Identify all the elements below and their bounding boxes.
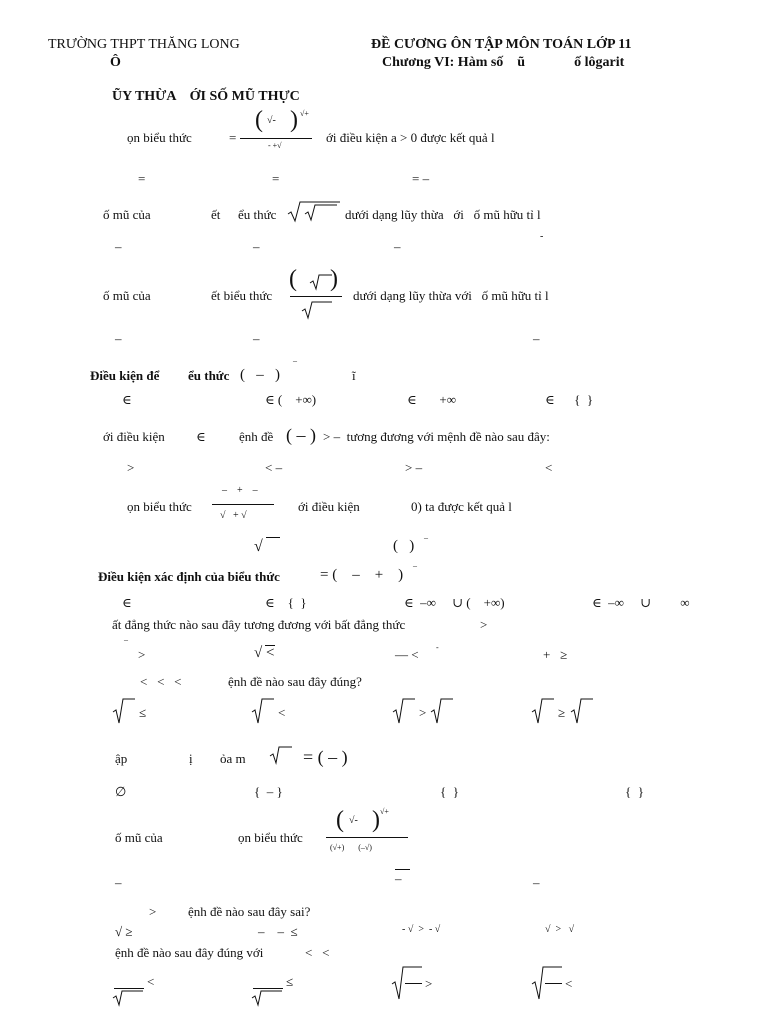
q4-tail: ĩ bbox=[352, 368, 356, 383]
q8-option-c-exponent: - bbox=[436, 643, 439, 652]
q5-lead: ới điều kiện bbox=[103, 429, 165, 444]
q6-condition: ới điều kiện bbox=[298, 499, 360, 514]
q12-option-d: √ > √ bbox=[545, 924, 575, 935]
q10-option-d: { } bbox=[625, 784, 644, 799]
q12-lead: > bbox=[149, 904, 157, 919]
q10-mid-2: ỏa m bbox=[220, 751, 246, 766]
q12-tail: ệnh đề nào sau đây sai? bbox=[188, 904, 311, 919]
q3-denominator-radical bbox=[302, 301, 332, 319]
q11-denominator: (√+) (–√) bbox=[330, 843, 372, 852]
q11-option-b: – bbox=[395, 871, 402, 886]
q9-tail: ệnh đề nào sau đây đúng? bbox=[228, 674, 362, 689]
q10-mid-1: ị bbox=[189, 751, 193, 766]
q4-lead: Điều kiện để bbox=[90, 368, 160, 383]
q13-option-c: > bbox=[425, 976, 433, 991]
q4-option-c: ∈ +∞ bbox=[407, 392, 456, 407]
q5-mid: ệnh đề bbox=[239, 429, 274, 444]
q13-option-b-radical bbox=[252, 990, 282, 1006]
q6-numerator: – + – bbox=[222, 485, 258, 496]
q2-lead: ố mũ của bbox=[103, 207, 151, 222]
q13-option-d: < bbox=[565, 976, 573, 991]
q11-exponent: √+ bbox=[380, 807, 389, 816]
q5-option-b: < – bbox=[265, 460, 283, 475]
q6-option-a: √ bbox=[254, 538, 263, 555]
q4-expression: ( – ) bbox=[240, 367, 280, 383]
q6-option-b: ( ) bbox=[393, 538, 415, 554]
section-title: ŨY THỪA ỚI SỐ MŨ THỰC bbox=[112, 89, 300, 104]
q9-option-b-radical bbox=[252, 698, 274, 724]
q3-lead: ố mũ của bbox=[103, 288, 151, 303]
q13-option-c-fraction-bar bbox=[405, 983, 422, 984]
q4-option-b: ∈ ( +∞) bbox=[265, 392, 317, 407]
q3-numerator-radical bbox=[310, 274, 332, 290]
q11-numerator: √- bbox=[349, 815, 358, 826]
q10-option-c: { } bbox=[440, 784, 459, 799]
q9-option-d-radical-right bbox=[571, 698, 593, 724]
q3-option-c: – bbox=[533, 331, 540, 346]
q8-option-d: + ≥ bbox=[543, 647, 568, 662]
q7-option-a: ∈ bbox=[122, 595, 132, 610]
q2-mid-2: ểu thức bbox=[238, 207, 277, 222]
q13-tail: < < bbox=[305, 945, 330, 960]
q9-option-c: > bbox=[419, 705, 427, 720]
q6-tail: 0) ta được kết quả l bbox=[411, 499, 512, 514]
q3-tail: dưới dạng lũy thừa với ố mũ hữu tỉ l bbox=[353, 288, 549, 303]
q11-option-a: – bbox=[115, 875, 122, 890]
q11-mid: ọn biểu thức bbox=[238, 830, 303, 845]
q1-condition: ới điều kiện a > 0 được kết quả l bbox=[326, 130, 495, 145]
q3-option-b: – bbox=[253, 331, 260, 346]
q9-option-c-radical-right bbox=[431, 698, 453, 724]
q6-lead: ọn biểu thức bbox=[127, 499, 192, 514]
q3-mid: ết biểu thức bbox=[211, 288, 273, 303]
q8-option-b-vinculum bbox=[265, 645, 275, 646]
q10-expression: = ( – ) bbox=[303, 747, 348, 767]
q1-paren-left: ( bbox=[255, 107, 263, 133]
q3-paren-left: ( bbox=[289, 266, 297, 292]
q11-paren-left: ( bbox=[336, 807, 344, 833]
q9-lead: < < < bbox=[140, 674, 182, 689]
q1-numerator: √- bbox=[267, 115, 276, 126]
q7-option-d: ∈ –∞ ∪ ∞ bbox=[592, 595, 690, 610]
q12-option-a: √ ≥ bbox=[115, 924, 133, 939]
q9-option-d: ≥ bbox=[558, 705, 566, 720]
q7-option-c: ∈ –∞ ∪ ( +∞) bbox=[404, 595, 505, 610]
q13-option-b-fraction-bar bbox=[253, 988, 283, 989]
q1-option-b: = bbox=[272, 171, 280, 186]
q11-option-c: – bbox=[533, 875, 540, 890]
q8-option-c: — < bbox=[395, 647, 419, 662]
q2-option-d: - bbox=[540, 231, 544, 242]
q10-radical bbox=[270, 746, 292, 764]
q4-exponent: – bbox=[293, 356, 297, 365]
q13-option-a-radical bbox=[113, 990, 143, 1006]
q1-denominator: - +√ bbox=[268, 141, 282, 150]
q8-option-a-exponent: – bbox=[124, 635, 128, 644]
q3-paren-right: ) bbox=[330, 266, 338, 292]
q10-lead: ập bbox=[115, 751, 128, 766]
q5-option-c: > – bbox=[405, 460, 423, 475]
school-name: TRƯỜNG THPT THĂNG LONG bbox=[48, 37, 240, 52]
document-title: ĐỀ CƯƠNG ÔN TẬP MÔN TOÁN LỚP 11 bbox=[371, 37, 632, 52]
q8-option-a: > bbox=[138, 647, 146, 662]
q11-lead: ố mũ của bbox=[115, 830, 163, 845]
q2-mid-1: ết bbox=[211, 207, 221, 222]
q10-option-b: { – } bbox=[254, 784, 283, 799]
q3-fraction-bar bbox=[290, 296, 342, 297]
q5-option-d: < bbox=[545, 460, 553, 475]
q9-option-a: ≤ bbox=[139, 705, 147, 720]
q11-paren-right: ) bbox=[372, 807, 380, 833]
q6-fraction-bar bbox=[212, 504, 274, 505]
school-subline: Ô bbox=[110, 55, 121, 70]
q9-option-c-radical-left bbox=[393, 698, 415, 724]
q13-lead: ệnh đề nào sau đây đúng với bbox=[115, 945, 264, 960]
q6-option-a-vinculum bbox=[266, 537, 280, 538]
q2-option-a: – bbox=[115, 239, 122, 254]
q6-option-b-exponent: – bbox=[424, 533, 428, 542]
q12-option-c: - √ > - √ bbox=[402, 924, 441, 935]
q1-lead: ọn biểu thức bbox=[127, 130, 192, 145]
q9-option-d-radical-left bbox=[532, 698, 554, 724]
q7-expression: = ( – + ) bbox=[320, 567, 404, 583]
q8-tail: > bbox=[480, 617, 488, 632]
q7-exponent: – bbox=[413, 561, 417, 570]
q10-option-a: ∅ bbox=[115, 784, 127, 799]
q1-paren-right: ) bbox=[290, 107, 298, 133]
q2-option-c: – bbox=[394, 239, 401, 254]
q8-lead: ất đẳng thức nào sau đây tương đương với bất đẳng thức bbox=[112, 617, 406, 632]
q7-lead: Điều kiện xác định của biểu thức bbox=[98, 569, 280, 584]
q11-option-b-overline bbox=[395, 869, 410, 870]
q1-option-a: = bbox=[138, 171, 146, 186]
q5-element-of: ∈ bbox=[196, 429, 206, 444]
q4-mid: ểu thức bbox=[188, 368, 230, 383]
q4-option-d: ∈ { } bbox=[545, 392, 594, 407]
q3-option-a: – bbox=[115, 331, 122, 346]
q13-option-d-fraction-bar bbox=[545, 983, 562, 984]
q12-option-b: – – ≤ bbox=[258, 924, 298, 939]
q2-option-b: – bbox=[253, 239, 260, 254]
q13-option-a-fraction-bar bbox=[114, 988, 144, 989]
q13-option-a: < bbox=[147, 974, 155, 989]
q5-tail: > – tương đương với mệnh đề nào sau đây: bbox=[323, 429, 550, 444]
chapter-title: Chương VI: Hàm số ũ ố lôgarit bbox=[382, 55, 625, 70]
q9-option-a-radical bbox=[113, 698, 135, 724]
q9-option-b: < bbox=[278, 705, 286, 720]
q7-option-b: ∈ { } bbox=[265, 595, 307, 610]
q2-inner-radical bbox=[305, 204, 337, 222]
q1-equals: = bbox=[229, 130, 237, 145]
q2-tail: dưới dạng lũy thừa ới ố mũ hữu tỉ l bbox=[345, 207, 541, 222]
q1-exponent: √+ bbox=[300, 109, 309, 118]
q1-fraction-bar bbox=[240, 138, 312, 139]
q5-paren-expression: ( – ) bbox=[286, 425, 316, 445]
q5-option-a: > bbox=[127, 460, 135, 475]
q1-option-c: = – bbox=[412, 171, 430, 186]
q6-denominator: √ + √ bbox=[220, 510, 247, 521]
q11-fraction-bar bbox=[326, 837, 408, 838]
q13-option-b: ≤ bbox=[286, 974, 294, 989]
q4-option-a: ∈ bbox=[122, 392, 132, 407]
q8-option-b: √ < bbox=[254, 645, 275, 661]
